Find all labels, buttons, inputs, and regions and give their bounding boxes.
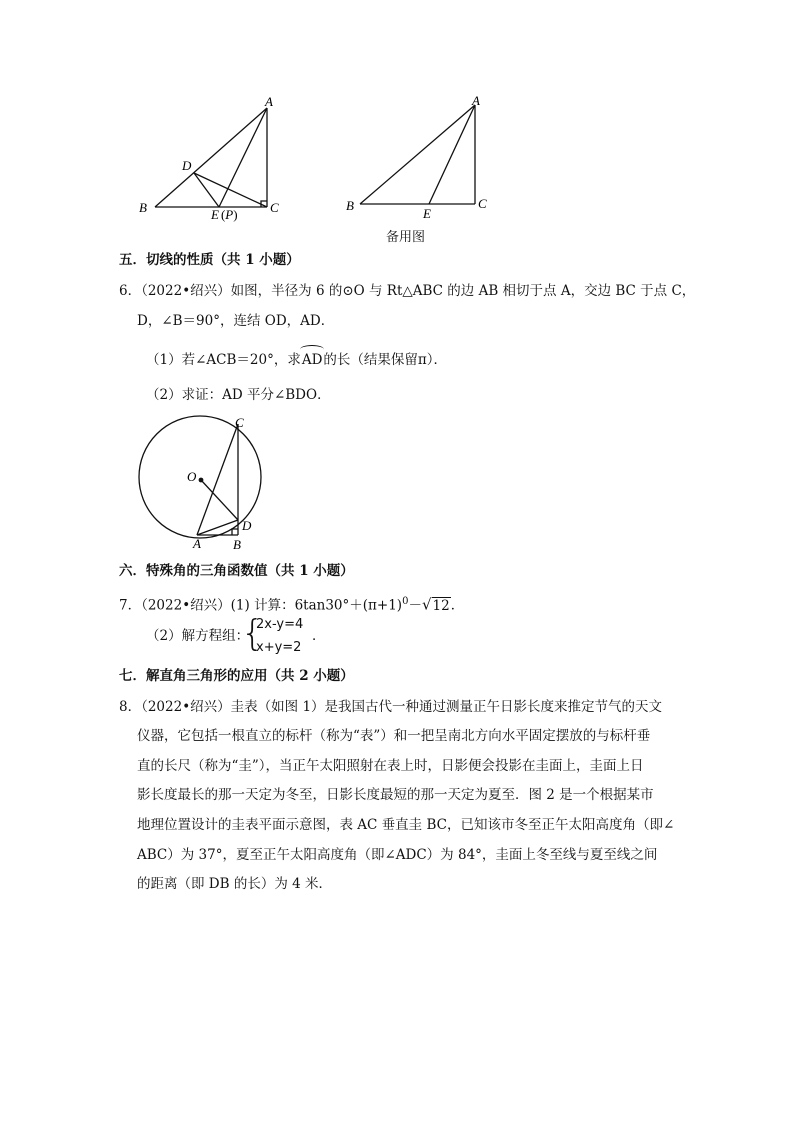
figure-triangle-1 [135,95,295,225]
figure-triangle-2 [340,95,500,225]
section-title-7: 七．解直角三角形的应用（共 2 小题） [119,668,354,684]
label-c: C [270,200,279,215]
sqrt-symbol: √ [421,595,432,614]
question-8-line-3: 直的长尺（称为“圭”），当正午太阳照射在表上时，日影便会投影在圭面上，圭面上日 [137,758,644,774]
equation-end: ． [312,628,326,644]
figure-caption: 备用图 [386,230,426,245]
label-o: O [187,469,197,484]
label-a: A [193,536,201,551]
question-8-line-4: 影长度最长的那一天定为冬至，日影长度最短的那一天定为夏至．图 2 是一个根据某市 [137,787,654,803]
question-8-line-7: 的距离（即 DB 的长）为 4 米． [137,876,332,892]
equation-1: 2x-y=4 [256,617,304,632]
question-8-line-2: 仪器，它包括一根直立的标杆（称为“表”）和一把呈南北方向水平固定摆放的与标杆垂 [137,728,651,744]
label-c: C [235,415,244,430]
label-d: D [182,158,192,173]
question-8-line-6: ABC）为 37°，夏至正午太阳高度角（即∠ADC）为 84°，圭面上冬至线与夏至线之间 [137,847,658,863]
section-title-5: 五．切线的性质（共 1 小题） [119,252,300,268]
label-e: E [423,206,431,221]
question-7-part-2-label: （2）解方程组： [146,628,250,644]
label-d: D [242,518,252,533]
label-ep: E (P) [211,207,238,222]
label-b: B [346,198,354,213]
question-6-part-2: （2）求证：AD 平分∠BDO． [146,387,331,403]
brace: { [241,613,264,654]
question-8-line-1: 8．（2022•绍兴）圭表（如图 1）是我国古代一种通过测量正午日影长度来推定节气的天文 [119,699,663,715]
question-8-line-5: 地理位置设计的圭表平面示意图，表 AC 垂直圭 BC，已知该市冬至正午太阳高度角（即∠ [137,817,675,833]
figure-circle [135,412,275,554]
label-b: B [139,200,147,215]
section-title-6: 六．特殊角的三角函数值（共 1 小题） [119,563,354,579]
label-a: A [472,95,480,108]
arc-ad: AD [301,350,324,370]
label-b: B [233,537,241,552]
question-6-line-1: 6．（2022•绍兴）如图，半径为 6 的⊙O 与 Rt△ABC 的边 AB 相切于点 A，交边 BC 于点 C， [119,283,696,299]
label-a: A [265,95,273,109]
question-7-part-1: 7．（2022•绍兴）(1) 计算：$6\tan 30^\circ+(\pi+1)^0-√12$． [119,595,465,614]
equation-2: x+y=2 [256,640,302,655]
question-6-line-2: D，∠B＝90°，连结 OD，AD． [137,313,335,329]
label-c: C [478,196,487,211]
question-6-part-1: （1）若∠ACB＝20°，求 AD的长（结果保留π）． [146,350,447,370]
